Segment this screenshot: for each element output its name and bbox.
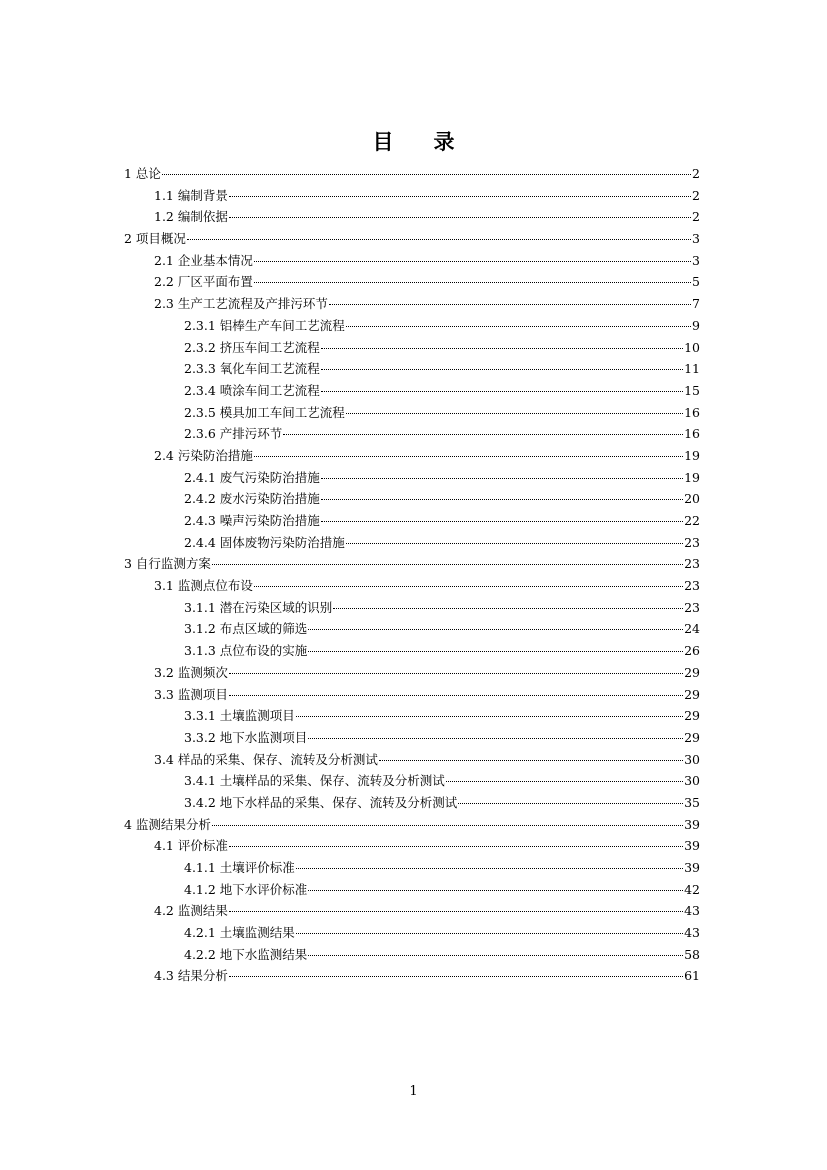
toc-entry-label: 3.1.3 点位布设的实施 (184, 643, 308, 659)
toc-entry[interactable] (124, 337, 700, 359)
toc-leader-dots (346, 326, 691, 327)
toc-leader-dots (308, 890, 683, 891)
toc-entry[interactable] (124, 857, 700, 879)
toc-entry-page: 30 (684, 773, 700, 789)
toc-leader-dots (321, 391, 683, 392)
toc-entry-page: 23 (684, 599, 700, 615)
toc-entry-label: 2.4 污染防治措施 (154, 447, 253, 463)
toc-leader-dots (296, 716, 683, 717)
toc-entry[interactable] (124, 662, 700, 684)
toc-entry-label: 2.4.1 废气污染防治措施 (184, 469, 320, 485)
toc-entry[interactable] (124, 879, 700, 901)
toc-entry-page: 26 (684, 643, 700, 659)
toc-entry-label: 2.4.4 固体废物污染防治措施 (184, 534, 345, 550)
toc-entry-page: 43 (684, 925, 700, 941)
toc-entry[interactable] (124, 640, 700, 662)
toc-leader-dots (321, 369, 683, 370)
toc-entry-page: 30 (684, 751, 700, 767)
toc-entry-page: 7 (692, 296, 700, 312)
toc-entry-page: 11 (684, 361, 700, 377)
table-of-contents (124, 163, 700, 987)
toc-entry-label: 2.3.1 铝棒生产车间工艺流程 (184, 317, 345, 333)
toc-entry[interactable] (124, 727, 700, 749)
toc-entry-page: 35 (684, 794, 700, 810)
toc-entry-label: 3.1.2 布点区域的筛选 (184, 621, 308, 637)
toc-entry-page: 43 (684, 903, 700, 919)
toc-entry-label: 3.1 监测点位布设 (154, 578, 253, 594)
toc-leader-dots (458, 803, 683, 804)
toc-entry[interactable] (124, 163, 700, 185)
toc-entry-label: 4.1 评价标准 (154, 838, 228, 854)
toc-entry-page: 23 (684, 534, 700, 550)
toc-leader-dots (254, 282, 691, 283)
toc-leader-dots (229, 911, 683, 912)
toc-leader-dots (254, 261, 691, 262)
toc-entry-page: 42 (684, 881, 700, 897)
toc-entry[interactable] (124, 835, 700, 857)
toc-leader-dots (212, 825, 683, 826)
toc-entry-page: 2 (692, 187, 700, 203)
toc-entry[interactable] (124, 965, 700, 987)
page-title (0, 126, 827, 156)
toc-entry-page: 22 (684, 513, 700, 528)
toc-entry-label: 2.3 生产工艺流程及产排污环节 (154, 296, 328, 312)
toc-entry-label: 3.4 样品的采集、保存、流转及分析测试 (154, 751, 378, 767)
toc-leader-dots (333, 608, 683, 609)
toc-leader-dots (379, 760, 683, 761)
toc-entry[interactable] (124, 597, 700, 619)
toc-entry-page: 9 (692, 317, 700, 333)
toc-entry-label: 2.3.3 氧化车间工艺流程 (184, 361, 320, 377)
toc-entry-page: 23 (684, 578, 700, 594)
toc-leader-dots (296, 933, 683, 934)
toc-leader-dots (229, 673, 683, 674)
toc-entry-page: 29 (684, 686, 700, 702)
toc-entry-page: 10 (684, 339, 700, 355)
toc-entry-page: 39 (684, 838, 700, 854)
toc-leader-dots (229, 196, 691, 197)
toc-leader-dots (346, 543, 683, 544)
toc-leader-dots (321, 499, 683, 500)
toc-entry-page: 2 (692, 166, 700, 181)
toc-leader-dots (212, 564, 683, 565)
toc-entry-label: 1 总论 (124, 166, 161, 181)
toc-entry[interactable] (124, 358, 700, 380)
toc-entry-page: 29 (684, 708, 700, 724)
toc-entry-label: 4.2.1 土壤监测结果 (184, 925, 295, 941)
toc-entry[interactable] (124, 900, 700, 922)
toc-entry[interactable] (124, 684, 700, 706)
toc-entry-page: 23 (684, 556, 700, 572)
toc-entry-label: 4.1.1 土壤评价标准 (184, 860, 295, 875)
toc-entry[interactable] (124, 185, 700, 207)
toc-entry-label: 4.2.2 地下水监测结果 (184, 946, 308, 962)
toc-entry-page: 39 (684, 860, 700, 875)
toc-entry-label: 2.3.5 模具加工车间工艺流程 (184, 404, 345, 420)
toc-entry[interactable] (124, 206, 700, 228)
toc-entry-page: 3 (692, 231, 700, 247)
toc-leader-dots (308, 738, 683, 739)
toc-entry[interactable] (124, 792, 700, 814)
toc-entry-page: 3 (692, 252, 700, 268)
toc-entry[interactable] (124, 271, 700, 293)
toc-leader-dots (308, 651, 683, 652)
toc-entry-page: 16 (684, 426, 700, 442)
toc-entry-page: 29 (684, 664, 700, 680)
toc-leader-dots (229, 217, 691, 218)
toc-entry[interactable] (124, 944, 700, 966)
title-char-1: 目 (372, 129, 394, 154)
toc-entry-label: 2.4.2 废水污染防治措施 (184, 491, 320, 507)
toc-entry-label: 1.2 编制依据 (154, 209, 228, 225)
toc-entry[interactable] (124, 814, 700, 836)
toc-leader-dots (187, 239, 691, 240)
toc-entry-page: 19 (684, 447, 700, 463)
toc-entry-label: 2 项目概况 (124, 231, 186, 247)
toc-entry-page: 24 (684, 621, 700, 637)
toc-entry-label: 4.3 结果分析 (154, 968, 228, 984)
page-number: 1 (409, 1084, 418, 1099)
toc-entry-page: 61 (684, 968, 700, 984)
toc-entry-label: 3.3.2 地下水监测项目 (184, 729, 308, 745)
toc-leader-dots (162, 174, 691, 175)
toc-leader-dots (308, 629, 683, 630)
toc-entry-label: 1.1 编制背景 (154, 187, 228, 203)
toc-entry[interactable] (124, 553, 700, 575)
toc-leader-dots (321, 348, 683, 349)
toc-entry-label: 2.2 厂区平面布置 (154, 274, 253, 290)
toc-entry-page: 58 (684, 946, 700, 962)
toc-leader-dots (346, 413, 683, 414)
toc-entry[interactable] (124, 228, 700, 250)
toc-entry[interactable] (124, 380, 700, 402)
toc-entry[interactable] (124, 705, 700, 727)
toc-entry-page: 39 (684, 816, 700, 832)
toc-entry[interactable] (124, 922, 700, 944)
toc-entry[interactable] (124, 467, 700, 489)
toc-entry-page: 19 (684, 469, 700, 485)
title-char-2: 录 (433, 129, 455, 154)
toc-entry[interactable] (124, 618, 700, 640)
toc-entry-page: 15 (684, 382, 700, 398)
toc-leader-dots (308, 955, 683, 956)
toc-entry-label: 2.4.3 噪声污染防治措施 (184, 513, 320, 528)
toc-leader-dots (283, 434, 683, 435)
toc-entry-page: 16 (684, 404, 700, 420)
toc-leader-dots (229, 976, 683, 977)
toc-entry-page: 29 (684, 729, 700, 745)
toc-leader-dots (254, 586, 683, 587)
toc-entry-label: 2.3.2 挤压车间工艺流程 (184, 339, 320, 355)
toc-entry[interactable] (124, 293, 700, 315)
toc-entry-label: 4.2 监测结果 (154, 903, 228, 919)
toc-leader-dots (329, 304, 691, 305)
toc-entry-label: 3.2 监测频次 (154, 664, 228, 680)
toc-entry-label: 3.4.1 土壤样品的采集、保存、流转及分析测试 (184, 773, 445, 789)
toc-entry-label: 3.3 监测项目 (154, 686, 228, 702)
toc-entry-label: 4 监测结果分析 (124, 816, 211, 832)
toc-entry-label: 4.1.2 地下水评价标准 (184, 881, 308, 897)
toc-leader-dots (296, 868, 683, 869)
toc-entry-label: 3 自行监测方案 (124, 556, 211, 572)
toc-entry[interactable] (124, 402, 700, 424)
toc-entry-label: 3.3.1 土壤监测项目 (184, 708, 295, 724)
toc-leader-dots (321, 521, 683, 522)
toc-entry[interactable] (124, 510, 700, 532)
toc-entry-label: 2.3.6 产排污环节 (184, 426, 283, 442)
toc-entry-label: 3.4.2 地下水样品的采集、保存、流转及分析测试 (184, 794, 458, 810)
toc-leader-dots (229, 695, 683, 696)
toc-entry[interactable] (124, 423, 700, 445)
toc-entry[interactable] (124, 532, 700, 554)
toc-leader-dots (254, 456, 683, 457)
toc-entry[interactable] (124, 315, 700, 337)
toc-leader-dots (321, 478, 683, 479)
toc-entry[interactable] (124, 575, 700, 597)
toc-entry[interactable] (124, 749, 700, 771)
toc-entry-page: 5 (692, 274, 700, 290)
toc-entry[interactable] (124, 445, 700, 467)
toc-entry-page: 2 (692, 209, 700, 225)
toc-entry[interactable] (124, 488, 700, 510)
toc-entry-label: 3.1.1 潜在污染区域的识别 (184, 599, 333, 615)
toc-leader-dots (229, 846, 683, 847)
toc-entry[interactable] (124, 250, 700, 272)
toc-entry-label: 2.1 企业基本情况 (154, 252, 253, 268)
toc-entry-page: 20 (684, 491, 700, 507)
toc-leader-dots (446, 781, 683, 782)
toc-entry[interactable] (124, 770, 700, 792)
toc-entry-label: 2.3.4 喷涂车间工艺流程 (184, 382, 320, 398)
